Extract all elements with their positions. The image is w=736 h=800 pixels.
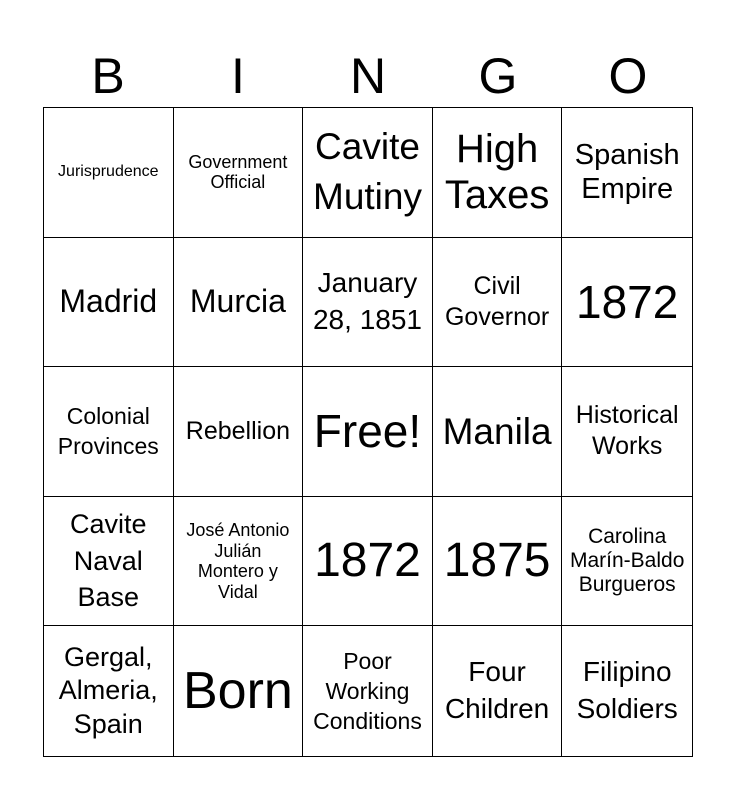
- free-space[interactable]: Free!: [303, 367, 433, 497]
- header-letter-b: B: [91, 48, 125, 104]
- bingo-cell[interactable]: Government Official: [174, 108, 304, 238]
- bingo-cell[interactable]: Manila: [433, 367, 563, 497]
- bingo-cell[interactable]: January 28, 1851: [303, 238, 433, 368]
- bingo-cell[interactable]: Colonial Provinces: [44, 367, 174, 497]
- bingo-cell[interactable]: Murcia: [174, 238, 304, 368]
- bingo-cell[interactable]: Poor Working Conditions: [303, 626, 433, 756]
- bingo-cell[interactable]: Carolina Marín-Baldo Burgueros: [562, 497, 692, 627]
- bingo-header: [43, 44, 693, 108]
- bingo-cell[interactable]: Gergal, Almeria, Spain: [44, 626, 174, 756]
- bingo-cell[interactable]: Born: [174, 626, 304, 756]
- header-letter-o: O: [608, 48, 648, 104]
- bingo-cell[interactable]: Four Children: [433, 626, 563, 756]
- bingo-cell[interactable]: Rebellion: [174, 367, 304, 497]
- bingo-cell[interactable]: Cavite Naval Base: [44, 497, 174, 627]
- bingo-cell[interactable]: High Taxes: [433, 108, 563, 238]
- bingo-cell[interactable]: José Antonio Julián Montero y Vidal: [174, 497, 304, 627]
- header-letter-n: N: [349, 48, 387, 104]
- bingo-cell[interactable]: Jurisprudence: [44, 108, 174, 238]
- bingo-cell[interactable]: 1872: [303, 497, 433, 627]
- bingo-cell[interactable]: Cavite Mutiny: [303, 108, 433, 238]
- bingo-cell[interactable]: Filipino Soldiers: [576, 656, 678, 725]
- bingo-cell[interactable]: 1875: [433, 497, 563, 627]
- bingo-cell[interactable]: 1872: [562, 238, 692, 368]
- bingo-cell[interactable]: Madrid: [44, 238, 174, 368]
- bingo-cell[interactable]: Historical Works: [562, 367, 692, 497]
- bingo-cell[interactable]: Civil Governor: [433, 238, 563, 368]
- header-letter-g: G: [478, 48, 518, 104]
- bingo-board: [43, 107, 693, 757]
- header-letter-i: I: [231, 48, 245, 104]
- bingo-cell[interactable]: Spanish Empire: [562, 108, 692, 238]
